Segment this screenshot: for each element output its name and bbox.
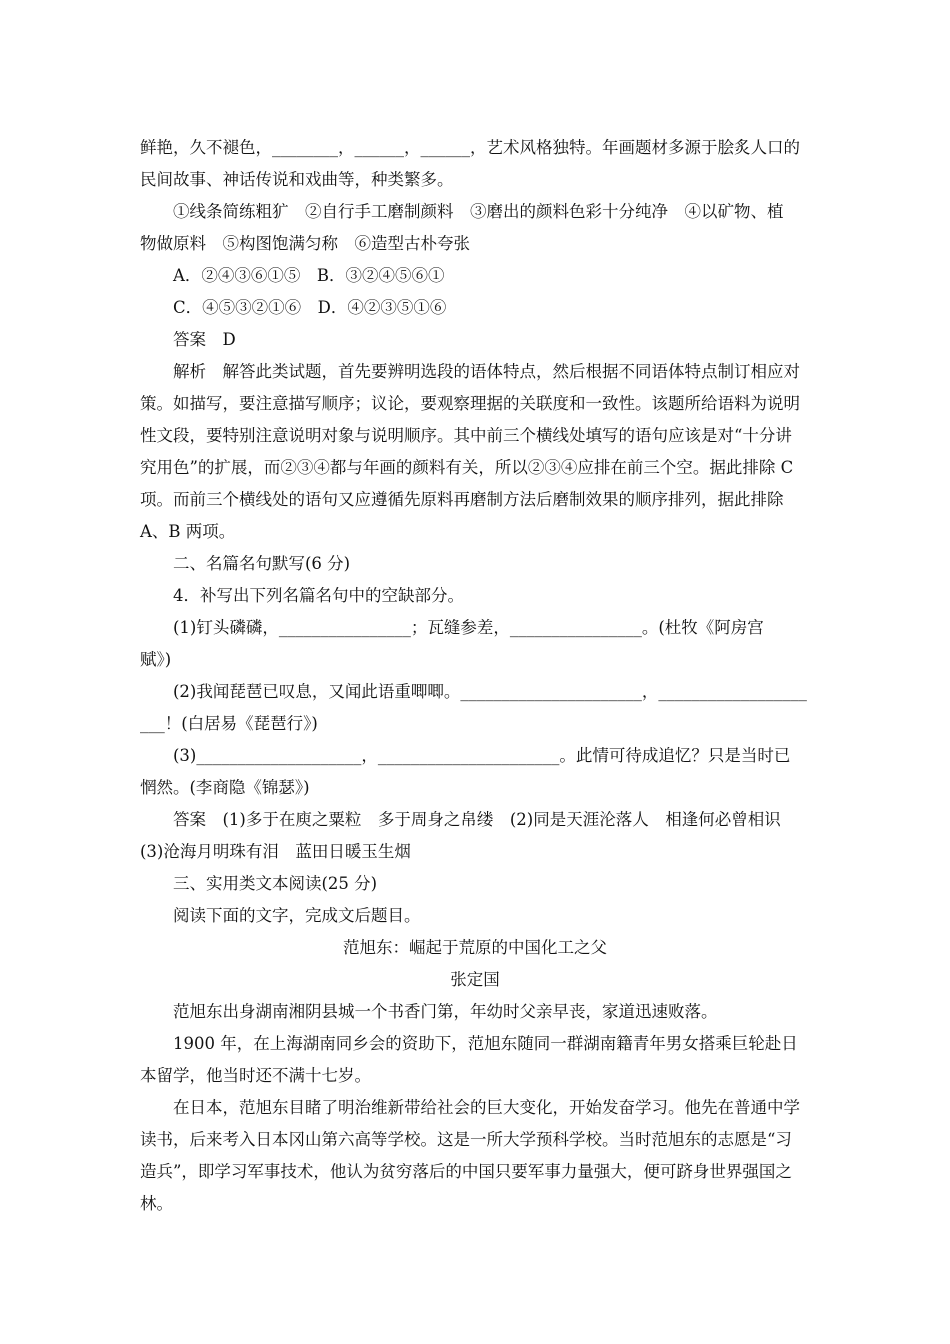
text-line: A、B 两项。 [140,522,236,541]
text-line: 范旭东出身湖南湘阴县城一个书香门第，年幼时父亲早丧，家道迅速败落。 [173,1002,718,1021]
question-line: (2)我闻琵琶已叹息，又闻此语重唧唧。______________________，__________________ [173,682,807,701]
text-line: 赋》) [140,650,172,669]
question-line: (1)钉头磷磷，________________；瓦缝参差，________________。(杜牧《阿房宫 [173,618,764,637]
answer-line: 答案 D [173,330,236,349]
text-line: 项。而前三个横线处的语句又应遵循先原料再磨制方法后磨制效果的顺序排列，据此排除 [140,490,784,509]
instruction-line: 阅读下面的文字，完成文后题目。 [173,906,421,925]
text-line: 策。如描写，要注意描写顺序；议论，要观察理据的关联度和一致性。该题所给语料为说明 [140,394,800,413]
option-line: C．④⑤③②①⑥ D．④②③⑤①⑥ [173,298,447,317]
section-heading: 二、名篇名句默写(6 分) [173,554,351,573]
answer-line: 答案 (1)多于在庾之粟粒 多于周身之帛缕 (2)同是天涯沦落人 相逢何必曾相识 [173,810,781,829]
text-line: 造兵”，即学习军事技术，他认为贫穷落后的中国只要军事力量强大，便可跻身世界强国之 [140,1162,792,1181]
text-line: 究用色”的扩展，而②③④都与年画的颜料有关，所以②③④应排在前三个空。据此排除 C [140,458,794,477]
article-title: 范旭东：崛起于荒原的中国化工之父 [343,938,607,957]
article-author: 张定国 [450,970,500,989]
text-line: ___！(白居易《琵琶行》) [140,714,318,733]
text-line: 鲜艳，久不褪色，________，______，______，艺术风格独特。年画题材多源于脍炙人口的 [140,138,800,157]
text-line: 性文段，要特别注意说明对象与说明顺序。其中前三个横线处填写的语句应该是对“十分讲 [140,426,792,445]
analysis-line: 解析 解答此类试题，首先要辨明选段的语体特点，然后根据不同语体特点制订相应对 [173,362,800,381]
text-line: 本留学，他当时还不满十七岁。 [140,1066,371,1085]
question-line: (3)____________________，______________________。此情可待成追忆？只是当时已 [173,746,791,765]
text-line: 物做原料 ⑤构图饱满匀称 ⑥造型古朴夸张 [140,234,470,253]
text-line: 惘然。(李商隐《锦瑟》) [140,778,310,797]
text-line: (3)沧海月明珠有泪 蓝田日暖玉生烟 [140,842,411,861]
text-line: 林。 [140,1194,173,1213]
text-line: 在日本，范旭东目睹了明治维新带给社会的巨大变化，开始发奋学习。他先在普通中学 [173,1098,800,1117]
question-line: 4．补写出下列名篇名句中的空缺部分。 [173,586,464,605]
text-line: 民间故事、神话传说和戏曲等，种类繁多。 [140,170,454,189]
text-line: ①线条简练粗犷 ②自行手工磨制颜料 ③磨出的颜料色彩十分纯净 ④以矿物、植 [173,202,784,221]
text-line: 1900 年，在上海湖南同乡会的资助下，范旭东随同一群湖南籍青年男女搭乘巨轮赴日 [173,1034,798,1053]
option-line: A．②④③⑥①⑤ B．③②④⑤⑥① [173,266,445,285]
text-line: 读书，后来考入日本冈山第六高等学校。这是一所大学预科学校。当时范旭东的志愿是“习 [140,1130,792,1149]
section-heading: 三、实用类文本阅读(25 分) [173,874,378,893]
